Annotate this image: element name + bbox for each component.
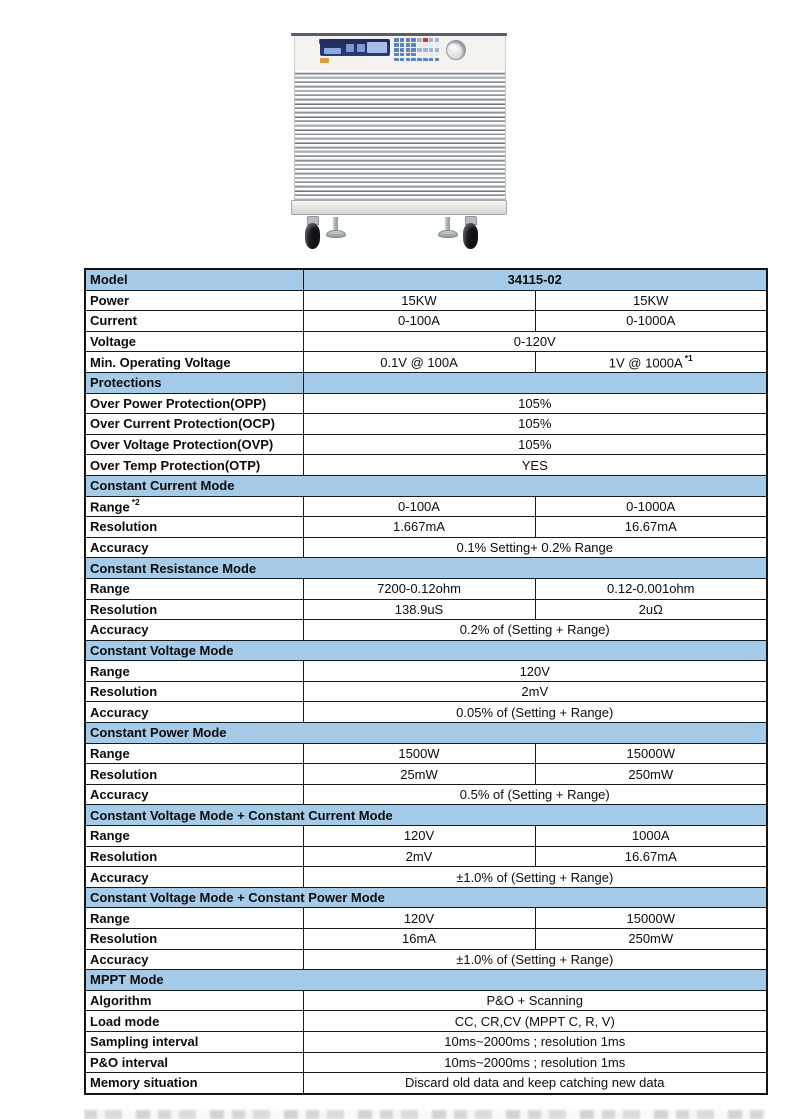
table-row [85,393,767,414]
spec-value-cell: 16.67mA [535,517,767,538]
lcd-segment [357,44,365,52]
keypad-button [411,53,416,57]
table-row [85,949,767,970]
keypad-button [400,53,405,57]
spec-value-cell: 138.9uS [303,599,535,620]
keypad-button [406,38,411,42]
spec-label-cell: Range [85,578,303,599]
section-header-cell: Constant Current Mode [85,475,767,496]
spec-label-cell: Range [85,826,303,847]
table-row [85,269,767,290]
product-photo [294,33,504,253]
spec-label-cell: Power [85,290,303,311]
table-row [85,1073,767,1094]
spec-label-cell: Accuracy [85,620,303,641]
keypad-button [411,48,416,52]
keypad-button [423,43,428,47]
table-row [85,723,767,744]
spec-label-cell: Resolution [85,846,303,867]
table-row [85,331,767,352]
spec-value-cell: 0-1000A [535,496,767,517]
keypad-button [417,58,422,62]
table-row [85,929,767,950]
spec-label-cell: Over Power Protection(OPP) [85,393,303,414]
spec-value-cell: 120V [303,661,767,682]
section-header-cell: Constant Resistance Mode [85,558,767,579]
spec-label-cell: Load mode [85,1011,303,1032]
keypad-button [394,48,399,52]
table-row [85,517,767,538]
spec-label-cell: Resolution [85,681,303,702]
footnote-marker: *2 [131,497,140,508]
lcd-display [320,39,390,56]
spec-label-cell: Model [85,269,303,290]
keypad-button [423,38,428,42]
rotary-knob-icon [446,40,466,60]
spec-value-cell: 105% [303,434,767,455]
spec-value-cell: 10ms~2000ms ; resolution 1ms [303,1031,767,1052]
spec-label-cell: Over Voltage Protection(OVP) [85,434,303,455]
spec-label-cell: Resolution [85,764,303,785]
spec-value-cell: 0.1V @ 100A [303,352,535,373]
spec-value-cell: 15KW [535,290,767,311]
spec-label-cell: Accuracy [85,867,303,888]
spec-value-cell: ±1.0% of (Setting + Range) [303,949,767,970]
section-header-cell: Protections [85,372,303,393]
spec-value-cell: 105% [303,393,767,414]
keypad-button [435,48,440,52]
spec-value-cell: 16mA [303,929,535,950]
table-row [85,640,767,661]
spec-label-cell: Over Temp Protection(OTP) [85,455,303,476]
table-row [85,599,767,620]
spec-value-cell: 250mW [535,929,767,950]
spec-value-cell: 120V [303,826,535,847]
keypad-button [429,48,434,52]
spec-value-cell: 1V @ 1000A $^{*1}$ [535,352,767,373]
spec-label-cell: Accuracy [85,949,303,970]
spec-label-cell: Memory situation [85,1073,303,1094]
keypad-button [417,48,422,52]
keypad-button [429,43,434,47]
table-row [85,434,767,455]
spec-value-cell: 15000W [535,743,767,764]
section-header-cell: Constant Voltage Mode + Constant Current Mode [85,805,767,826]
spec-value-cell: 0.05% of (Setting + Range) [303,702,767,723]
keypad-button [423,48,428,52]
keypad-button [400,48,405,52]
spec-value-cell: Discard old data and keep catching new data [303,1073,767,1094]
table-row [85,784,767,805]
keypad-button [394,43,399,47]
section-header-cell: Constant Voltage Mode [85,640,767,661]
table-row [85,867,767,888]
table-row [85,826,767,847]
keypad-button [394,38,399,42]
leveling-foot [438,230,458,238]
keypad-button [394,53,399,57]
spec-value-cell: 7200-0.12ohm [303,578,535,599]
table-row [85,846,767,867]
table-row [85,620,767,641]
table-row [85,414,767,435]
spec-label-cell: Resolution [85,517,303,538]
keypad [394,38,440,63]
keypad-button [417,38,422,42]
spec-value-cell: 120V [303,908,535,929]
lcd-segment [324,48,341,54]
keypad-button [417,53,422,57]
spec-label-cell: Range [85,908,303,929]
spec-value-cell: 0-1000A [535,311,767,332]
table-row [85,475,767,496]
footnote-marker: *1 [684,353,693,363]
spec-value-cell: 1.667mA [303,517,535,538]
keypad-button [394,58,399,62]
table-row [85,537,767,558]
table-row [85,372,767,393]
table-row [85,887,767,908]
table-row [85,1011,767,1032]
keypad-button [417,43,422,47]
table-row [85,661,767,682]
leveling-foot-stem [333,217,338,230]
spec-value-cell: P&O + Scanning [303,990,767,1011]
spec-value-cell: 105% [303,414,767,435]
spec-value-cell: YES [303,455,767,476]
keypad-button [435,43,440,47]
keypad-button [411,38,416,42]
spec-label-cell: Range [85,743,303,764]
lcd-segment [367,42,387,53]
spec-label-cell: Accuracy [85,784,303,805]
section-header-cell: Constant Voltage Mode + Constant Power Mode [85,887,767,908]
keypad-button [435,58,440,62]
keypad-button [411,58,416,62]
leveling-foot-stem [445,217,450,230]
spec-value-cell: 0-120V [303,331,767,352]
spec-value-cell: 16.67mA [535,846,767,867]
table-row [85,764,767,785]
table-row [85,455,767,476]
spec-value-cell: 0-100A [303,496,535,517]
model-value-cell: 34115-02 [303,269,767,290]
spec-value-cell: 0.1% Setting+ 0.2% Range [303,537,767,558]
spec-label-cell: P&O interval [85,1052,303,1073]
table-row [85,681,767,702]
table-row [85,290,767,311]
spec-value-cell: 2uΩ [535,599,767,620]
spec-value-cell: 10ms~2000ms ; resolution 1ms [303,1052,767,1073]
keypad-button [423,53,428,57]
spec-value-cell: 15000W [535,908,767,929]
spec-value-cell: 1500W [303,743,535,764]
spec-value-cell: 0.5% of (Setting + Range) [303,784,767,805]
spec-label-cell: Resolution [85,599,303,620]
spec-label-cell: Range [85,661,303,682]
table-row [85,908,767,929]
spec-value-cell: 1000A [535,826,767,847]
spec-label-cell: Algorithm [85,990,303,1011]
table-row [85,311,767,332]
spec-value-cell: CC, CR,CV (MPPT C, R, V) [303,1011,767,1032]
table-row [85,702,767,723]
keypad-button [435,53,440,57]
chassis-base [291,200,507,215]
spec-value-cell: 25mW [303,764,535,785]
caster-wheel [463,223,478,249]
spec-value-cell: 0-100A [303,311,535,332]
spec-value-cell: 0.2% of (Setting + Range) [303,620,767,641]
keypad-button [435,38,440,42]
table-row [85,743,767,764]
section-header-cell: Constant Power Mode [85,723,767,744]
table-row [85,1031,767,1052]
spec-label-cell: Over Current Protection(OCP) [85,414,303,435]
leveling-foot [326,230,346,238]
table-row [85,496,767,517]
lcd-segment [346,44,354,52]
keypad-button [423,58,428,62]
spec-table [84,268,768,1095]
spec-value-cell: 250mW [535,764,767,785]
keypad-button [411,43,416,47]
keypad-button [400,58,405,62]
table-row [85,578,767,599]
spec-label-cell: Sampling interval [85,1031,303,1052]
spec-value-cell: ±1.0% of (Setting + Range) [303,867,767,888]
keypad-button [429,58,434,62]
spec-label-cell: Current [85,311,303,332]
spec-label-cell: Accuracy [85,537,303,558]
spec-value-cell: 2mV [303,681,767,702]
keypad-button [406,48,411,52]
table-row [85,970,767,991]
keypad-button [429,53,434,57]
keypad-button [400,43,405,47]
table-row [85,990,767,1011]
cutoff-text-strip [84,1108,766,1119]
caster-wheel [305,223,320,249]
spec-label-cell: Voltage [85,331,303,352]
spec-value-cell: 15KW [303,290,535,311]
keypad-button [429,38,434,42]
power-button [320,58,329,63]
spec-label-cell: Resolution [85,929,303,950]
vent-louvers [294,70,506,200]
spec-label-cell: Accuracy [85,702,303,723]
keypad-button [406,58,411,62]
spec-label-cell: Min. Operating Voltage [85,352,303,373]
keypad-button [400,38,405,42]
spec-label-cell: Range $^{*2}$ [85,496,303,517]
section-header-cell: MPPT Mode [85,970,767,991]
table-row [85,1052,767,1073]
table-row [85,805,767,826]
table-row [85,558,767,579]
spec-value-cell: 2mV [303,846,535,867]
section-header-empty-cell [303,372,767,393]
table-row [85,352,767,373]
control-panel [294,36,506,72]
spec-value-cell: 0.12-0.001ohm [535,578,767,599]
keypad-button [406,53,411,57]
keypad-button [406,43,411,47]
